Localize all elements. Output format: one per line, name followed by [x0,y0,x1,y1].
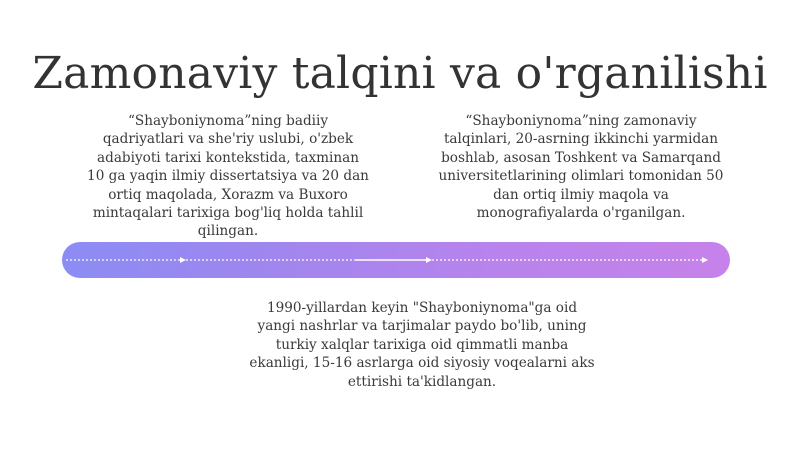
timeline-event-text-3: 1990-yillardan keyin "Shayboniynoma"ga oid yangi nashrlar va tarjimalar paydo bo'lib, uning turkiy xalqlar tarixiga oid qimmatli manba ekanligi, 15-16 asrlarga oid siyosiy voqealarni aks ettirishi ta'kidlangan. [249,300,595,390]
timeline-arrow-2 [426,257,432,263]
timeline-bar [62,242,730,278]
timeline-event-text-2: “Shayboniynoma”ning zamonaviy talqinlari, 20-asrning ikkinchi yarmidan boshlab, asosan Toshkent va Samarqand universitetlarining olimlari tomonidan 50 dan ortiq ilmiy maqola va monografiyalarda o'rganilgan. [438,113,724,222]
slide-title: Zamonaviy talqini va o'rganilishi [32,48,768,100]
timeline-arrow-3 [702,257,708,263]
timeline-line [62,242,730,278]
timeline-event-text-1: “Shayboniynoma”ning badiiy qadriyatlari va she'riy uslubi, o'zbek adabiyoti tarixi kontekstida, taxminan 10 ga yaqin ilmiy dissertatsiya va 20 dan ortiq maqolada, Xorazm va Buxoro mintaqalari tarixiga bog'liq holda tahlil qilingan. [87,113,369,240]
timeline-arrow-1 [180,257,186,263]
